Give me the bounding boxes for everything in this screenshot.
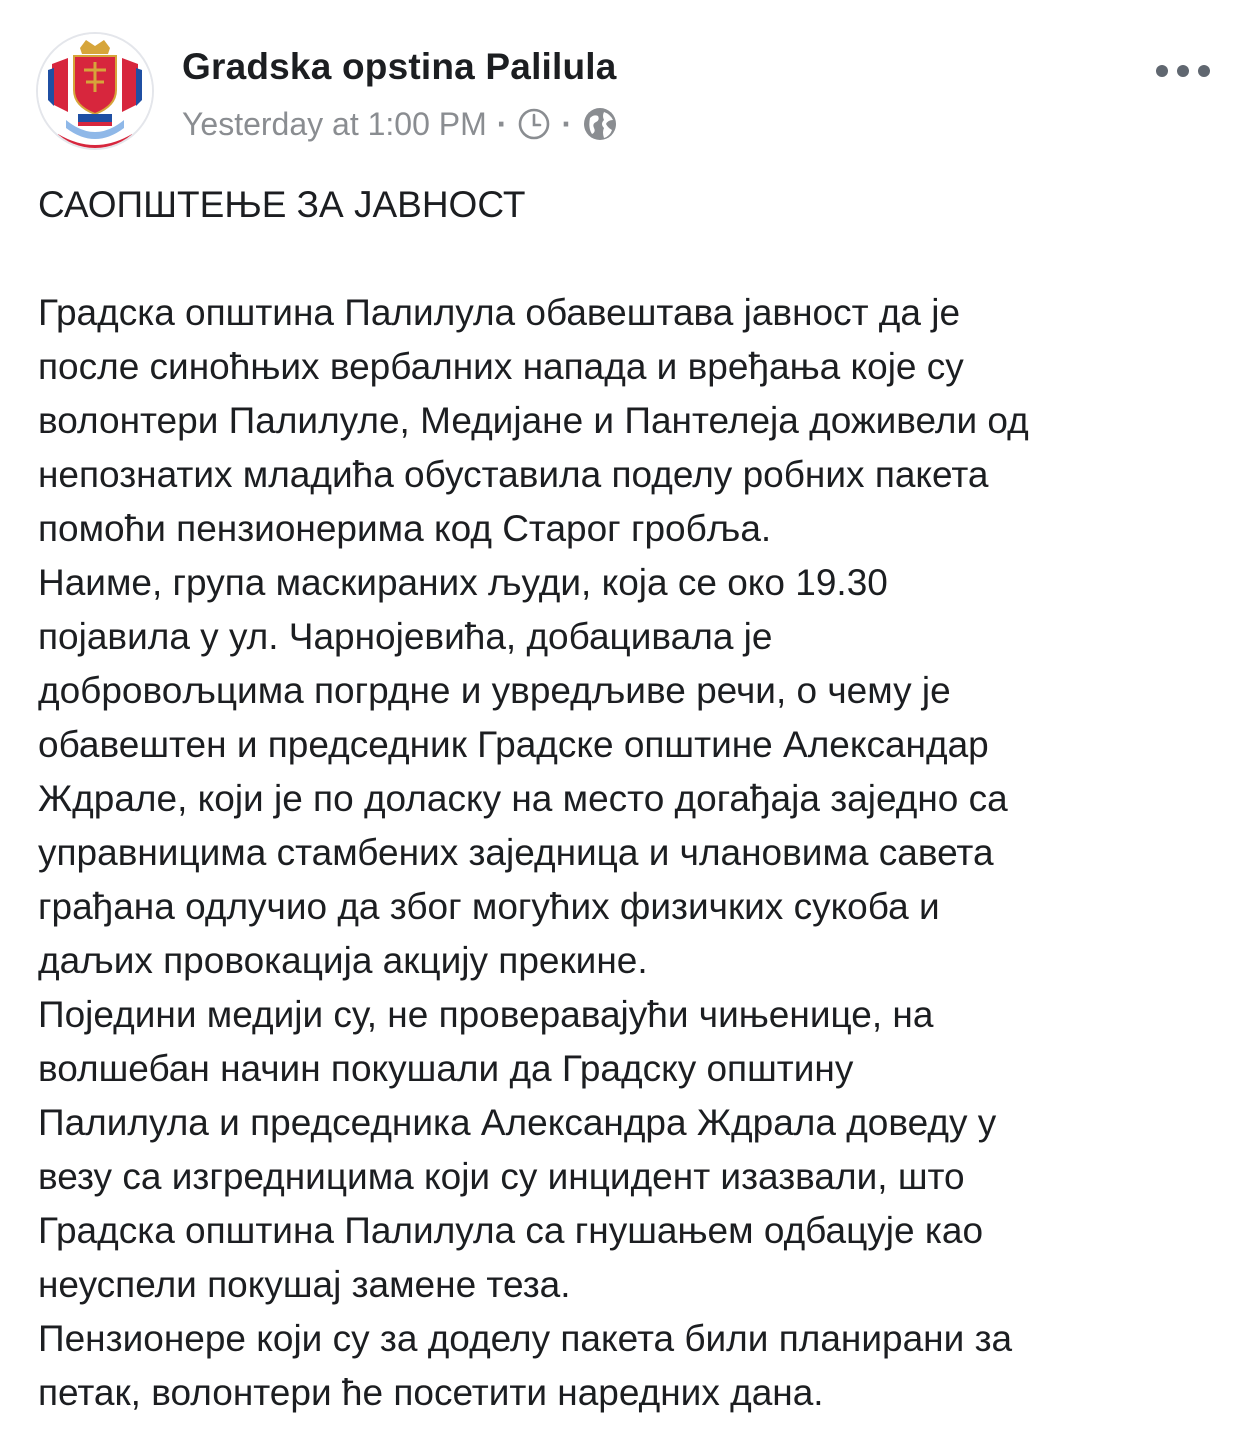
meta-separator: · [496, 105, 508, 142]
post-header [36, 32, 1216, 162]
post-title: САОПШТЕЊЕ ЗА ЈАВНОСТ [38, 184, 526, 225]
meta-separator: · [561, 105, 573, 142]
coat-of-arms-logo [38, 34, 152, 148]
post-paragraph: Градска општина Палилула обавештава јавност да је после синоћњих вербалних напада и вређања које су волонтери Палилуле, Медијане и Пантелеја доживели од непознатих младића обуставила поделу робних пакета помоћи пензионерима код Старог гробља. [38, 292, 1029, 549]
post-content [38, 178, 1218, 1420]
post-paragraph: Пензионере који су за доделу пакета били планирани за петак, волонтери ће посетити наредних дана. [38, 1318, 1013, 1413]
author-avatar[interactable] [36, 32, 154, 150]
author-name[interactable]: Gradska opstina Palilula [182, 46, 617, 87]
post-meta [182, 102, 618, 146]
more-options-icon[interactable] [1156, 56, 1210, 86]
dot [1156, 65, 1168, 77]
post-paragraph: Наиме, група маскираних људи, која се око 19.30 појавила у ул. Чарнојевића, добацивала је добровољцима погрдне и увредљиве речи, о чему је обавештен и председник Градске општине Александар Ждрале, који је по доласку на место догађаја заједно са управницима стамбених заједница и члановима савета грађана одлучио да због могућих физичких сукоба и даљих провокација акцију прекине. [38, 562, 1008, 981]
globe-icon[interactable] [582, 106, 618, 142]
dot [1177, 65, 1189, 77]
post-timestamp[interactable]: Yesterday at 1:00 PM [182, 105, 487, 142]
dot [1198, 65, 1210, 77]
post-paragraph: Поједини медији су, не проверавајући чињенице, на волшебан начин покушали да Градску општину Палилула и председника Александра Ждрала доведу у везу са изгредницима који су инцидент изазвали, што Градска општина Палилула са гнушањем одбацује као неуспели покушај замене теза. [38, 994, 997, 1305]
clock-icon [517, 107, 551, 141]
